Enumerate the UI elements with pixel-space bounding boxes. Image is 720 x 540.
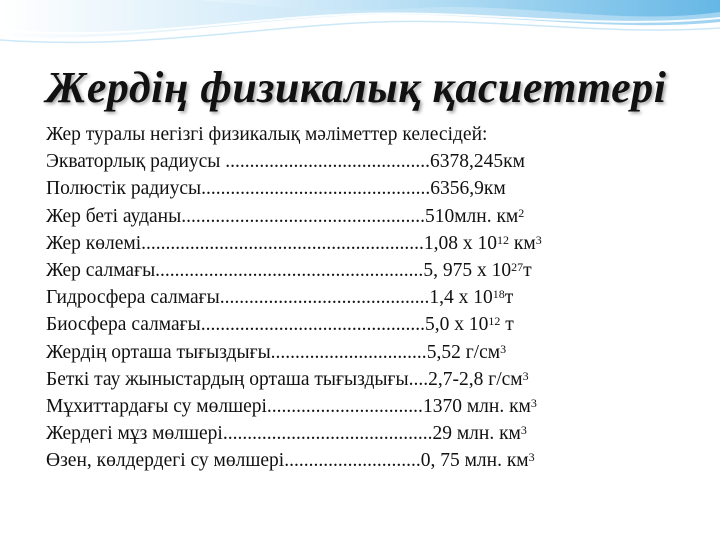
property-value: 5,0 х 10 — [425, 314, 489, 336]
property-row — [46, 230, 706, 257]
property-exponent: 12 — [497, 232, 510, 247]
property-row — [46, 203, 706, 230]
property-value: 2,7-2,8 г/см — [428, 368, 523, 390]
property-value: 6356,9км — [430, 178, 506, 200]
property-value: 29 млн. км — [432, 423, 521, 445]
property-exponent: 2 — [518, 205, 525, 220]
property-exponent: 3 — [520, 423, 527, 438]
slide-body — [46, 121, 706, 475]
property-value: 1,4 х 10 — [429, 287, 493, 309]
property-label: Беткі тау жыныстардың орташа тығыздығы.... — [46, 368, 429, 390]
property-value: 5,52 г/см — [426, 341, 501, 363]
property-row — [46, 339, 706, 366]
property-row — [46, 257, 706, 284]
property-unit: т — [500, 314, 514, 336]
property-label: Экваторлық радиусы .......................................... — [46, 151, 431, 173]
property-exponent: 12 — [488, 314, 501, 329]
property-label: Мұхиттардағы су мөлшері................................ — [46, 396, 423, 418]
property-label: Өзен, көлдердегі су мөлшері............................ — [46, 450, 421, 472]
property-exponent: 18 — [492, 287, 505, 302]
property-label: Биосфера салмағы.............................................. — [46, 314, 425, 336]
property-row — [46, 311, 706, 338]
property-row — [46, 148, 706, 175]
property-value: 6378,245км — [430, 151, 525, 173]
property-value: 1,08 х 10 — [423, 232, 498, 254]
intro-text: Жер туралы негізгі физикалық мәліметтер келесідей: — [46, 124, 488, 145]
property-label: Полюстік радиусы............................................... — [46, 178, 431, 200]
property-row — [46, 284, 706, 311]
unit-exponent: 3 — [535, 232, 542, 247]
property-label: Жердің орташа тығыздығы................................ — [46, 341, 427, 363]
property-value: 1370 млн. км — [422, 396, 531, 418]
property-exponent: 3 — [500, 341, 507, 356]
property-exponent: 3 — [528, 450, 535, 465]
property-label: Жер көлемі.......................................................... — [46, 232, 424, 254]
property-row — [46, 420, 706, 447]
property-unit: т — [504, 287, 514, 309]
property-exponent: 3 — [530, 396, 537, 411]
property-label: Жердегі мұз мөлшері........................................... — [46, 423, 433, 445]
property-value: 510млн. км — [424, 205, 519, 227]
property-value: 0, 75 млн. км — [420, 450, 529, 472]
property-row — [46, 175, 706, 202]
property-row — [46, 366, 706, 393]
property-label: Гидросфера салмағы........................................... — [46, 287, 430, 309]
property-value: 5, 975 х 10 — [423, 260, 512, 282]
property-exponent: 3 — [522, 368, 529, 383]
property-unit: $км^3$ — [509, 232, 542, 254]
property-row — [46, 393, 706, 420]
property-exponent: 27 — [511, 260, 524, 275]
slide-title: Жердің физикалық қасиеттері — [46, 63, 667, 112]
property-label: Жер салмағы....................................................... — [46, 260, 424, 282]
properties-list — [46, 148, 706, 474]
property-label: Жер беті ауданы.................................................. — [46, 205, 425, 227]
property-unit: т — [523, 260, 532, 282]
property-row — [46, 447, 706, 474]
